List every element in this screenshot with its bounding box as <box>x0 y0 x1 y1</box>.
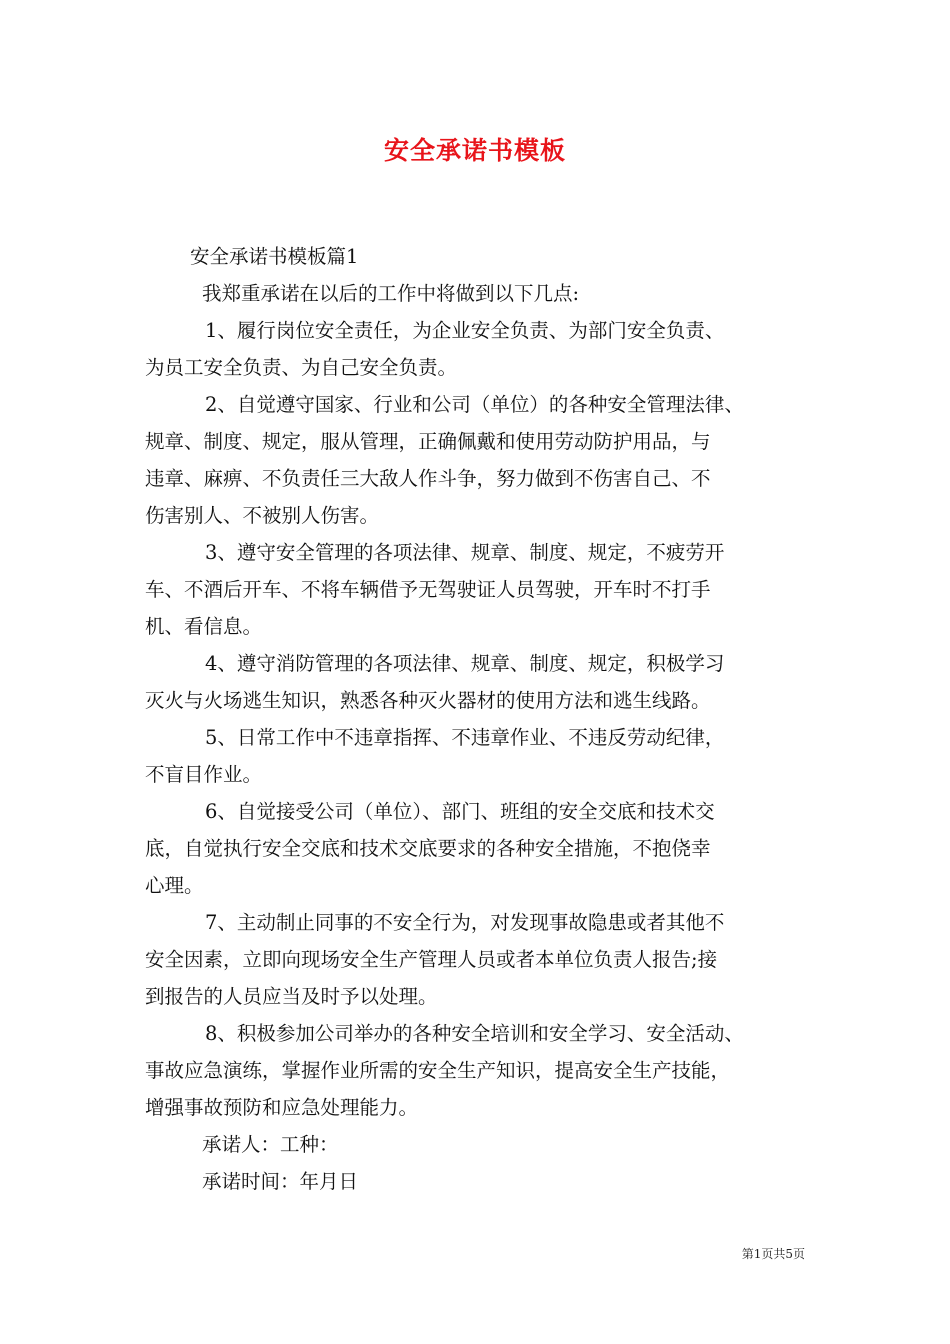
paragraph-line: 规章、制度、规定，服从管理，正确佩戴和使用劳动防护用品，与 <box>145 430 711 453</box>
paragraph-line: 8、积极参加公司举办的各种安全培训和安全学习、安全活动、 <box>205 1022 744 1045</box>
paragraph-line: 事故应急演练，掌握作业所需的安全生产知识，提高安全生产技能， <box>145 1059 731 1082</box>
paragraph-line: 为员工安全负责、为自己安全负责。 <box>145 356 458 379</box>
paragraph-line: 伤害别人、不被别人伤害。 <box>145 504 380 527</box>
paragraph-line: 不盲目作业。 <box>145 763 263 786</box>
paragraph-line: 违章、麻痹、不负责任三大敌人作斗争，努力做到不伤害自己、不 <box>145 467 711 490</box>
paragraph-line: 5、日常工作中不违章指挥、不违章作业、不违反劳动纪律， <box>205 726 725 749</box>
paragraph-line: 灭火与火场逃生知识，熟悉各种灭火器材的使用方法和逃生线路。 <box>145 689 711 712</box>
paragraph-line: 到报告的人员应当及时予以处理。 <box>145 985 438 1008</box>
document-title: 安全承诺书模板 <box>383 136 566 165</box>
section-heading: 安全承诺书模板篇1 <box>190 245 359 268</box>
paragraph-line: 6、自觉接受公司（单位）、部门、班组的安全交底和技术交 <box>205 800 715 823</box>
paragraph-line: 7、主动制止同事的不安全行为，对发现事故隐患或者其他不 <box>205 911 725 934</box>
paragraph-line: 心理。 <box>145 874 204 897</box>
paragraph-line: 车、不酒后开车、不将车辆借予无驾驶证人员驾驶，开车时不打手 <box>145 578 711 601</box>
signatory-line: 承诺人：工种： <box>202 1133 339 1156</box>
paragraph-line: 安全因素，立即向现场安全生产管理人员或者本单位负责人报告;接 <box>145 948 718 971</box>
paragraph-line: 底，自觉执行安全交底和技术交底要求的各种安全措施，不抱侥幸 <box>145 837 711 860</box>
paragraph-line: 3、遵守安全管理的各项法律、规章、制度、规定，不疲劳开 <box>205 541 725 564</box>
page-number: 第1页共5页 <box>741 1247 805 1261</box>
document-body <box>145 238 810 1200</box>
paragraph-line: 1、履行岗位安全责任，为企业安全负责、为部门安全负责、 <box>205 319 725 342</box>
intro-line: 我郑重承诺在以后的工作中将做到以下几点: <box>202 282 580 305</box>
paragraph-line: 4、遵守消防管理的各项法律、规章、制度、规定，积极学习 <box>205 652 725 675</box>
date-line: 承诺时间：年月日 <box>202 1170 359 1193</box>
paragraph-line: 增强事故预防和应急处理能力。 <box>145 1096 419 1119</box>
paragraph-line: 2、自觉遵守国家、行业和公司（单位）的各种安全管理法律、 <box>205 393 744 416</box>
paragraph-line: 机、看信息。 <box>145 615 263 638</box>
